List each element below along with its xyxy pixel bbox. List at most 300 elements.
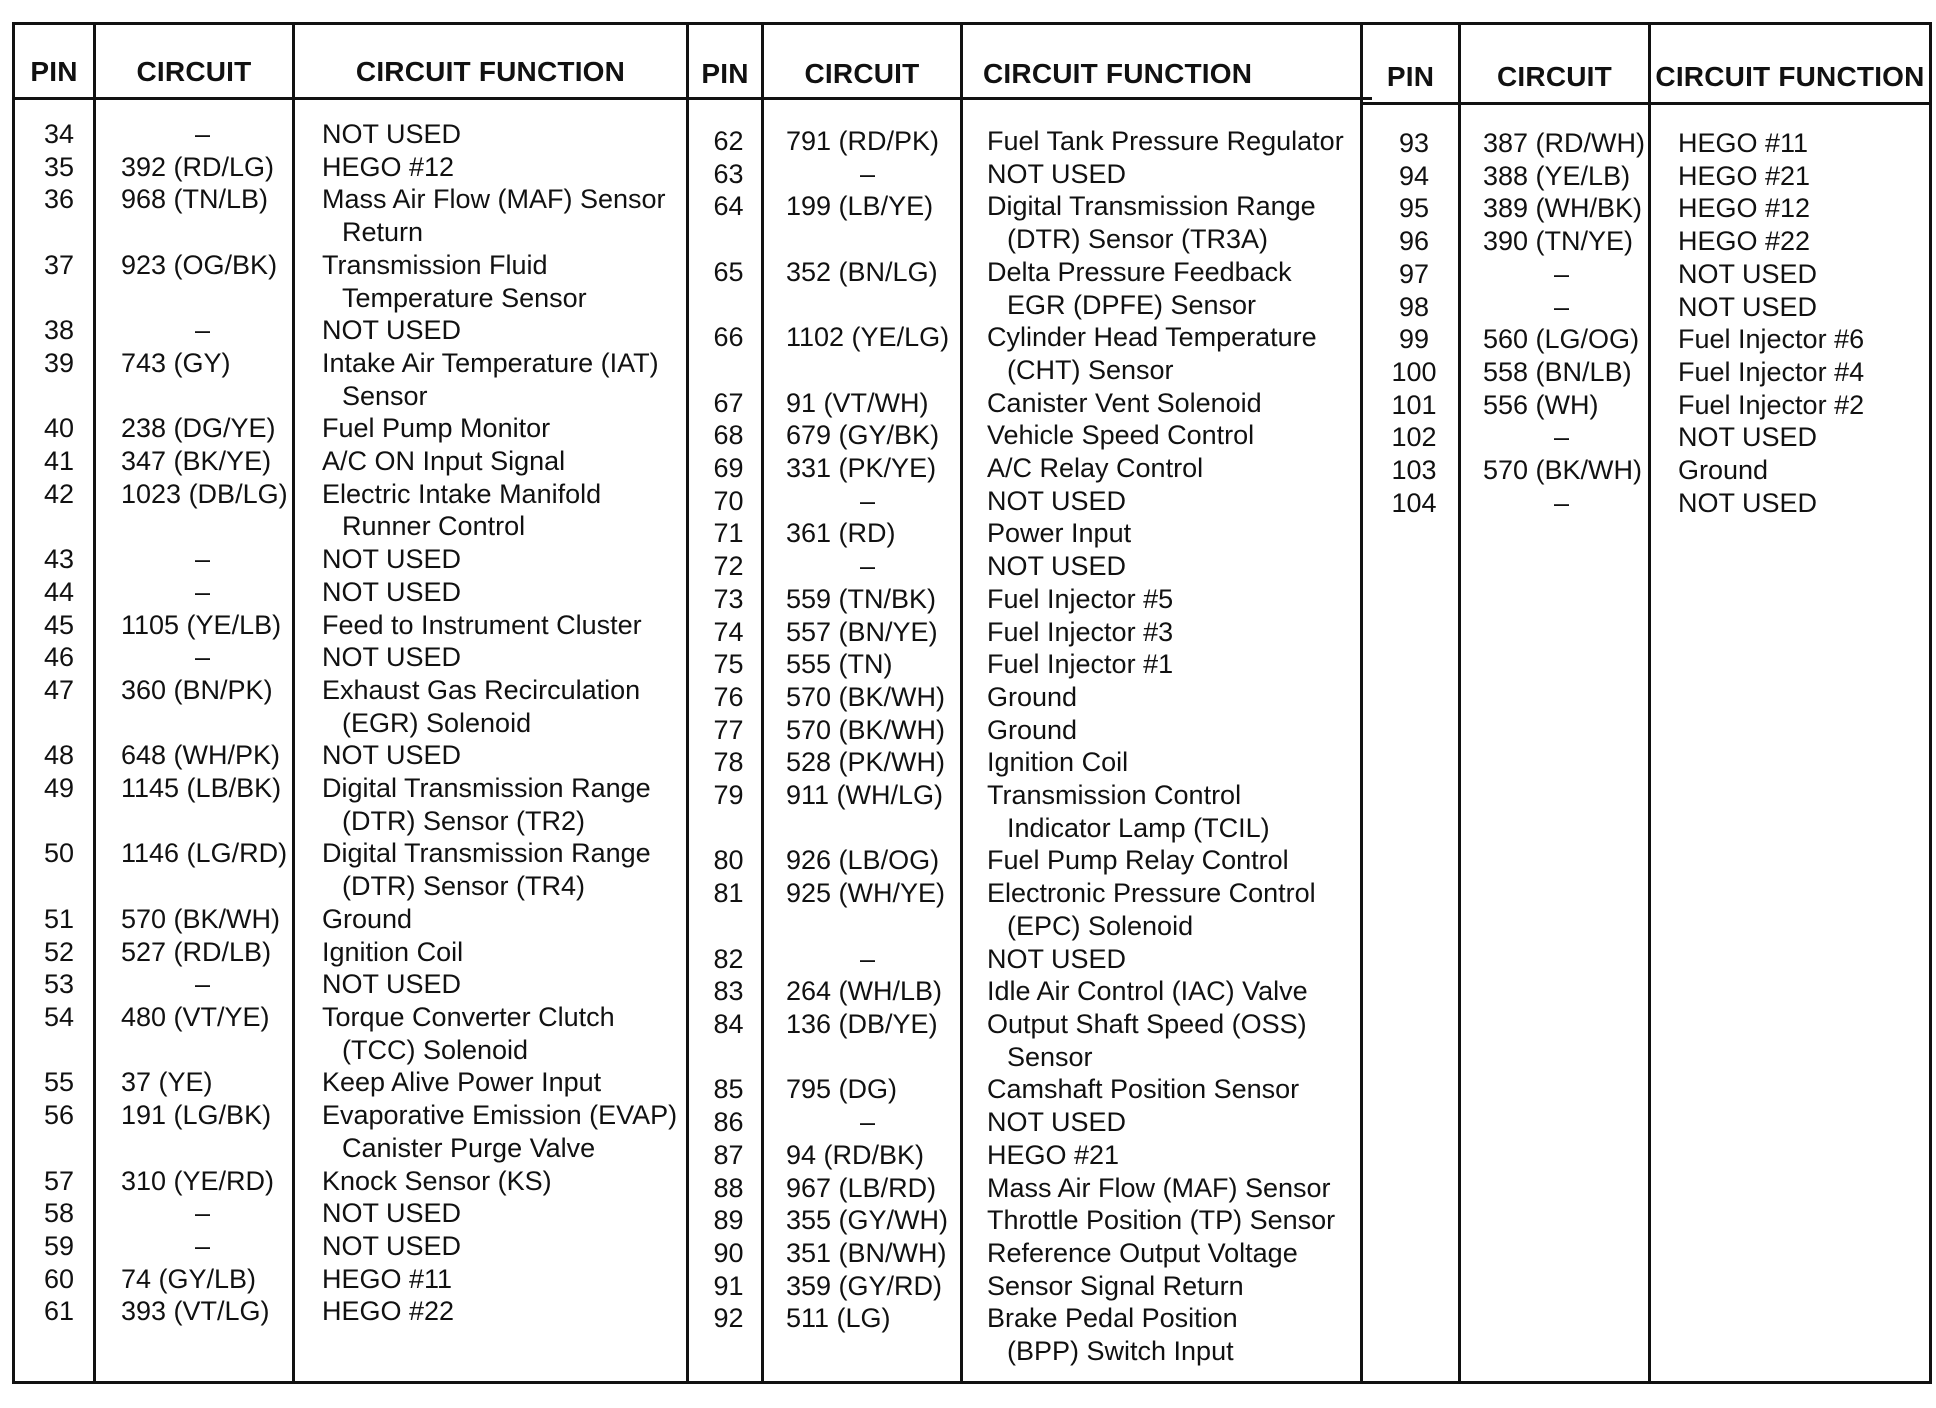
circuit-code: 967 (LB/RD) <box>786 1172 937 1203</box>
circuit-code: 528 (PK/WH) <box>786 747 946 778</box>
pin-number: 78 <box>713 747 744 778</box>
circuit-function <box>302 1066 692 1099</box>
circuit-function-line: Fuel Injector #5 <box>987 583 1174 614</box>
circuit-code: 94 (RD/BK) <box>786 1139 925 1170</box>
circuit-function-line: Idle Air Control (IAC) Valve <box>987 976 1308 1007</box>
pin-number: 100 <box>1391 356 1437 387</box>
circuit-function <box>302 347 692 412</box>
table-row <box>15 1066 692 1099</box>
circuit-function-line: A/C Relay Control <box>987 453 1204 484</box>
circuit-function <box>1658 389 1936 422</box>
table-row <box>1363 454 1936 487</box>
circuit-function <box>302 1099 692 1164</box>
table-row <box>1363 421 1936 454</box>
circuit-function <box>967 256 1362 321</box>
circuit-function <box>967 844 1362 877</box>
table-row <box>15 1230 692 1263</box>
circuit-function-line: Mass Air Flow (MAF) Sensor <box>322 184 666 215</box>
pin-number: 82 <box>713 943 744 974</box>
circuit-code: 1105 (YE/LB) <box>121 609 282 640</box>
circuit-function <box>967 648 1362 681</box>
header-circuit: CIRCUIT <box>136 56 252 87</box>
pin-number: 83 <box>713 976 744 1007</box>
table-row <box>689 616 1362 649</box>
circuit-function-line: A/C ON Input Signal <box>322 446 566 477</box>
circuit-function <box>302 772 692 837</box>
header-circuit: CIRCUIT <box>1497 61 1612 92</box>
circuit-code: 570 (BK/WH) <box>121 903 281 934</box>
pin-number: 70 <box>713 485 744 516</box>
table-row <box>15 1099 692 1164</box>
circuit-code: – <box>194 969 211 1000</box>
circuit-function-continuation: (BPP) Switch Input <box>1007 1336 1234 1367</box>
circuit-function-line: NOT USED <box>1678 291 1818 322</box>
circuit-code: 360 (BN/PK) <box>121 674 273 705</box>
table-row <box>15 739 692 772</box>
circuit-code: – <box>1553 487 1570 518</box>
pin-number: 91 <box>713 1270 744 1301</box>
circuit-function <box>967 877 1362 942</box>
circuit-function <box>302 576 692 609</box>
circuit-function <box>1658 323 1936 356</box>
pin-number: 90 <box>713 1237 744 1268</box>
table-row <box>1363 225 1936 258</box>
circuit-code: 1102 (YE/LG) <box>786 322 950 353</box>
pin-number: 39 <box>43 347 75 378</box>
pin-number: 88 <box>713 1172 744 1203</box>
pin-number: 102 <box>1391 422 1437 453</box>
circuit-function-line: NOT USED <box>987 551 1127 582</box>
circuit-code: 238 (DG/YE) <box>121 413 276 444</box>
table-row <box>689 583 1362 616</box>
circuit-function-line: Intake Air Temperature (IAT) <box>322 347 659 378</box>
circuit-function-line: HEGO #11 <box>1678 128 1809 158</box>
circuit-function-continuation: Sensor <box>342 380 428 411</box>
table-row <box>15 1001 692 1066</box>
circuit-code: 388 (YE/LB) <box>1483 160 1631 191</box>
pin-number: 95 <box>1398 193 1430 224</box>
header-pin: PIN <box>1386 61 1435 92</box>
circuit-function <box>302 249 692 314</box>
pin-number: 58 <box>43 1198 75 1229</box>
circuit-function-line: HEGO #12 <box>1678 193 1811 224</box>
circuit-function <box>1658 258 1936 291</box>
pin-number: 44 <box>43 576 75 607</box>
circuit-function <box>967 158 1362 191</box>
circuit-function-line: HEGO #21 <box>987 1139 1120 1170</box>
pin-number: 66 <box>713 322 744 353</box>
pin-number: 55 <box>43 1067 75 1098</box>
circuit-function <box>302 739 692 772</box>
circuit-function <box>302 151 692 184</box>
circuit-function-line: HEGO #21 <box>1678 160 1811 191</box>
table-row <box>689 844 1362 877</box>
circuit-code: 389 (WH/BK) <box>1483 193 1643 224</box>
circuit-code: – <box>194 119 211 149</box>
table-row <box>15 478 692 543</box>
table-row <box>15 576 692 609</box>
circuit-function-line: NOT USED <box>322 740 462 771</box>
circuit-function <box>967 1204 1362 1237</box>
pin-number: 103 <box>1391 455 1437 486</box>
table-row <box>689 550 1362 583</box>
pin-number: 53 <box>43 969 75 1000</box>
table-row <box>15 674 692 739</box>
table-row <box>1363 356 1936 389</box>
table-row <box>15 412 692 445</box>
pin-number: 84 <box>713 1008 744 1039</box>
pin-number: 98 <box>1398 291 1430 322</box>
circuit-code: 791 (RD/PK) <box>786 126 940 156</box>
circuit-code: 199 (LB/YE) <box>786 191 934 222</box>
circuit-function <box>302 837 692 902</box>
circuit-code: 37 (YE) <box>121 1067 213 1098</box>
circuit-function <box>302 674 692 739</box>
circuit-function-continuation: (DTR) Sensor (TR2) <box>342 805 586 836</box>
circuit-code: – <box>194 1230 211 1261</box>
table-row <box>689 419 1362 452</box>
circuit-code: 648 (WH/PK) <box>121 740 281 771</box>
circuit-code: 387 (RD/WH) <box>1483 128 1646 158</box>
pin-number: 77 <box>713 714 744 745</box>
circuit-code: – <box>859 1107 876 1138</box>
pin-number: 68 <box>713 420 744 451</box>
circuit-code: – <box>1553 422 1570 453</box>
circuit-function <box>302 118 692 151</box>
circuit-function-continuation: Sensor <box>1007 1041 1093 1072</box>
circuit-function-line: NOT USED <box>322 969 462 1000</box>
pin-number: 40 <box>43 413 75 444</box>
pin-number: 49 <box>43 773 75 804</box>
circuit-function-line: NOT USED <box>1678 422 1818 453</box>
circuit-function <box>967 452 1362 485</box>
table-row <box>15 772 692 837</box>
circuit-function <box>967 550 1362 583</box>
circuit-function-line: Ground <box>1678 455 1769 486</box>
circuit-function-line: Power Input <box>987 518 1132 549</box>
circuit-code: 570 (BK/WH) <box>1483 455 1643 486</box>
circuit-function-continuation: (DTR) Sensor (TR3A) <box>1007 224 1269 255</box>
circuit-function <box>967 1270 1362 1303</box>
header-pin: PIN <box>701 58 749 89</box>
pin-column-group-1 <box>15 118 692 1328</box>
circuit-code: 923 (OG/BK) <box>121 249 278 280</box>
circuit-function <box>967 485 1362 518</box>
pin-number: 85 <box>713 1074 744 1105</box>
circuit-code: 559 (TN/BK) <box>786 583 937 614</box>
circuit-function-line: Fuel Pump Monitor <box>322 413 551 444</box>
table-row <box>689 746 1362 779</box>
pin-number: 46 <box>43 642 75 673</box>
circuit-code: 347 (BK/YE) <box>121 446 272 477</box>
table-row <box>689 714 1362 747</box>
circuit-function-line: HEGO #22 <box>1678 226 1811 257</box>
table-row <box>689 1204 1362 1237</box>
circuit-function <box>967 681 1362 714</box>
circuit-function <box>967 1302 1362 1367</box>
circuit-function <box>967 190 1362 255</box>
pin-number: 93 <box>1398 128 1430 158</box>
table-row <box>689 256 1362 321</box>
table-row <box>689 1237 1362 1270</box>
circuit-function <box>967 746 1362 779</box>
pin-number: 97 <box>1398 258 1430 289</box>
circuit-code: 556 (WH) <box>1483 389 1599 420</box>
pin-number: 73 <box>713 583 744 614</box>
pin-number: 89 <box>713 1205 744 1236</box>
circuit-function-line: Fuel Injector #4 <box>1678 356 1865 387</box>
circuit-function <box>1658 487 1936 520</box>
circuit-function-line: NOT USED <box>987 943 1127 974</box>
table-row <box>15 1263 692 1296</box>
circuit-code: 392 (RD/LG) <box>121 151 275 182</box>
pin-number: 42 <box>43 478 75 509</box>
circuit-function-line: NOT USED <box>1678 487 1818 518</box>
pin-number: 80 <box>713 845 744 876</box>
pin-number: 67 <box>713 387 744 418</box>
table-row <box>689 1172 1362 1205</box>
table-row <box>1363 192 1936 225</box>
pin-number: 101 <box>1391 389 1437 420</box>
circuit-function <box>302 1165 692 1198</box>
table-row <box>15 903 692 936</box>
circuit-function <box>302 1197 692 1230</box>
circuit-code: 679 (GY/BK) <box>786 420 940 451</box>
table-row <box>15 968 692 1001</box>
circuit-function-line: Digital Transmission Range <box>322 838 651 869</box>
circuit-function <box>302 609 692 642</box>
table-row <box>1363 258 1936 291</box>
circuit-code: 557 (BN/YE) <box>786 616 938 647</box>
pin-number: 94 <box>1398 160 1430 191</box>
circuit-code: 355 (GY/WH) <box>786 1205 949 1236</box>
pin-number: 43 <box>43 544 75 575</box>
circuit-function-line: Sensor Signal Return <box>987 1270 1244 1301</box>
circuit-code: – <box>194 315 211 346</box>
circuit-function-continuation: (EGR) Solenoid <box>342 707 532 738</box>
pin-number: 47 <box>43 674 75 705</box>
circuit-function <box>967 943 1362 976</box>
circuit-function-continuation: (CHT) Sensor <box>1007 354 1174 385</box>
table-row <box>689 1073 1362 1106</box>
pin-number: 79 <box>713 780 744 811</box>
circuit-function-line: NOT USED <box>987 485 1127 516</box>
header-circuit: CIRCUIT <box>804 58 920 89</box>
table-row <box>1363 323 1936 356</box>
circuit-code: 331 (PK/YE) <box>786 453 937 484</box>
pin-number: 52 <box>43 936 75 967</box>
circuit-function <box>1658 127 1936 160</box>
circuit-code: 743 (GY) <box>121 347 231 378</box>
circuit-code: 1145 (LB/BK) <box>121 773 282 804</box>
circuit-function-line: Fuel Injector #1 <box>987 649 1174 680</box>
circuit-function-line: NOT USED <box>322 576 462 607</box>
pin-number: 92 <box>713 1303 744 1334</box>
circuit-code: 264 (WH/LB) <box>786 976 943 1007</box>
pin-number: 45 <box>43 609 75 640</box>
circuit-function-line: Mass Air Flow (MAF) Sensor <box>987 1172 1331 1203</box>
circuit-function-line: Fuel Injector #3 <box>987 616 1174 647</box>
circuit-function <box>302 445 692 478</box>
pin-column-group-3 <box>1363 127 1936 519</box>
header-circuit-function: CIRCUIT FUNCTION <box>355 56 626 87</box>
pin-number: 63 <box>713 158 744 189</box>
circuit-function <box>967 616 1362 649</box>
circuit-function-line: Transmission Control <box>987 780 1242 811</box>
circuit-function-line: NOT USED <box>322 544 462 575</box>
table-row <box>15 543 692 576</box>
circuit-function-line: Digital Transmission Range <box>987 191 1316 222</box>
circuit-code: 191 (LG/BK) <box>121 1100 272 1131</box>
circuit-function <box>302 641 692 674</box>
circuit-function <box>302 543 692 576</box>
circuit-function <box>967 714 1362 747</box>
circuit-function-line: NOT USED <box>322 315 462 346</box>
circuit-function <box>967 1237 1362 1270</box>
circuit-function <box>1658 454 1936 487</box>
table-row <box>1363 127 1936 160</box>
circuit-code: 968 (TN/LB) <box>121 184 269 215</box>
circuit-function <box>967 1008 1362 1073</box>
circuit-function-line: Reference Output Voltage <box>987 1237 1298 1268</box>
circuit-code: 310 (YE/RD) <box>121 1165 275 1196</box>
table-row <box>689 1139 1362 1172</box>
circuit-function-continuation: (EPC) Solenoid <box>1007 910 1194 941</box>
circuit-code: 926 (LB/OG) <box>786 845 940 876</box>
circuit-function <box>967 321 1362 386</box>
circuit-function-line: HEGO #11 <box>322 1263 453 1294</box>
circuit-function <box>967 387 1362 420</box>
pin-number: 72 <box>713 551 744 582</box>
circuit-code: – <box>859 943 876 974</box>
pin-number: 34 <box>43 119 75 149</box>
circuit-function <box>967 1106 1362 1139</box>
circuit-function-line: Throttle Position (TP) Sensor <box>987 1205 1336 1236</box>
circuit-function-continuation: Indicator Lamp (TCIL) <box>1007 812 1270 843</box>
table-row <box>15 936 692 969</box>
circuit-function-continuation: EGR (DPFE) Sensor <box>1007 289 1257 320</box>
table-row <box>15 118 692 151</box>
pin-number: 104 <box>1391 487 1437 518</box>
table-row <box>15 1197 692 1230</box>
pin-number: 87 <box>713 1139 744 1170</box>
circuit-code: 1023 (DB/LG) <box>121 478 288 509</box>
pin-number: 48 <box>43 740 75 771</box>
table-row <box>689 975 1362 1008</box>
table-row <box>15 641 692 674</box>
circuit-function <box>302 1230 692 1263</box>
circuit-code: 570 (BK/WH) <box>786 681 946 712</box>
circuit-function-line: Transmission Fluid <box>322 249 548 280</box>
pin-number: 86 <box>713 1107 744 1138</box>
table-row <box>689 452 1362 485</box>
circuit-function <box>302 478 692 543</box>
circuit-function <box>967 779 1362 844</box>
circuit-code: 359 (GY/RD) <box>786 1270 943 1301</box>
circuit-code: – <box>194 544 211 575</box>
circuit-function <box>967 125 1362 158</box>
circuit-function-line: Ground <box>987 714 1078 745</box>
circuit-function-line: HEGO #12 <box>322 151 455 182</box>
circuit-code: 555 (TN) <box>786 649 893 680</box>
circuit-code: – <box>194 576 211 607</box>
circuit-code: 560 (LG/OG) <box>1483 324 1640 355</box>
circuit-code: 527 (RD/LB) <box>121 936 272 967</box>
pin-number: 37 <box>43 249 75 280</box>
circuit-code: – <box>859 158 876 189</box>
pin-number: 99 <box>1398 324 1430 355</box>
circuit-function-line: Brake Pedal Position <box>987 1303 1238 1334</box>
circuit-function-continuation: (TCC) Solenoid <box>342 1034 529 1065</box>
pin-number: 57 <box>43 1165 75 1196</box>
circuit-function-line: Canister Vent Solenoid <box>987 387 1262 418</box>
circuit-function-line: NOT USED <box>322 1230 462 1261</box>
circuit-function <box>1658 160 1936 193</box>
pin-number: 69 <box>713 453 744 484</box>
pin-number: 61 <box>43 1296 75 1327</box>
circuit-function <box>302 314 692 347</box>
table-row <box>689 877 1362 942</box>
circuit-function <box>302 1001 692 1066</box>
table-row <box>689 1270 1362 1303</box>
circuit-function-continuation: Canister Purge Valve <box>342 1132 596 1163</box>
circuit-code: – <box>859 485 876 516</box>
circuit-function-line: Fuel Tank Pressure Regulator <box>987 126 1344 156</box>
circuit-function-line: NOT USED <box>987 1107 1127 1138</box>
table-row <box>1363 160 1936 193</box>
pin-number: 51 <box>43 903 75 934</box>
table-row <box>689 485 1362 518</box>
pin-number: 96 <box>1398 226 1430 257</box>
table-row <box>1363 389 1936 422</box>
pin-number: 35 <box>43 151 75 182</box>
circuit-code: 91 (VT/WH) <box>786 387 929 418</box>
circuit-function-line: Knock Sensor (KS) <box>322 1165 552 1196</box>
table-row <box>689 190 1362 255</box>
table-row <box>15 347 692 412</box>
circuit-function-line: Electric Intake Manifold <box>322 478 602 509</box>
circuit-function-line: Camshaft Position Sensor <box>987 1074 1300 1105</box>
circuit-function <box>967 517 1362 550</box>
table-row <box>15 609 692 642</box>
circuit-function-continuation: Runner Control <box>342 511 526 542</box>
circuit-code: 390 (TN/YE) <box>1483 226 1634 257</box>
circuit-function <box>967 1172 1362 1205</box>
table-row <box>689 158 1362 191</box>
pin-number: 41 <box>43 446 75 477</box>
circuit-code: 511 (LG) <box>786 1303 891 1334</box>
circuit-function-line: Fuel Injector #2 <box>1678 389 1865 420</box>
circuit-function-line: Vehicle Speed Control <box>987 420 1255 451</box>
table-row <box>689 125 1362 158</box>
pin-number: 56 <box>43 1100 75 1131</box>
pin-number: 65 <box>713 256 744 287</box>
table-row <box>15 249 692 314</box>
header-divider <box>1360 102 1932 105</box>
circuit-function-line: Ignition Coil <box>322 936 464 967</box>
circuit-function-line: Fuel Injector #6 <box>1678 324 1865 355</box>
table-row <box>689 387 1362 420</box>
table-row <box>689 321 1362 386</box>
table-row <box>689 1302 1362 1367</box>
circuit-code: 136 (DB/YE) <box>786 1008 938 1039</box>
circuit-function <box>967 1073 1362 1106</box>
circuit-function-line: Digital Transmission Range <box>322 773 651 804</box>
circuit-code: 351 (BN/WH) <box>786 1237 947 1268</box>
circuit-function <box>302 412 692 445</box>
circuit-function <box>1658 225 1936 258</box>
table-row <box>689 1106 1362 1139</box>
